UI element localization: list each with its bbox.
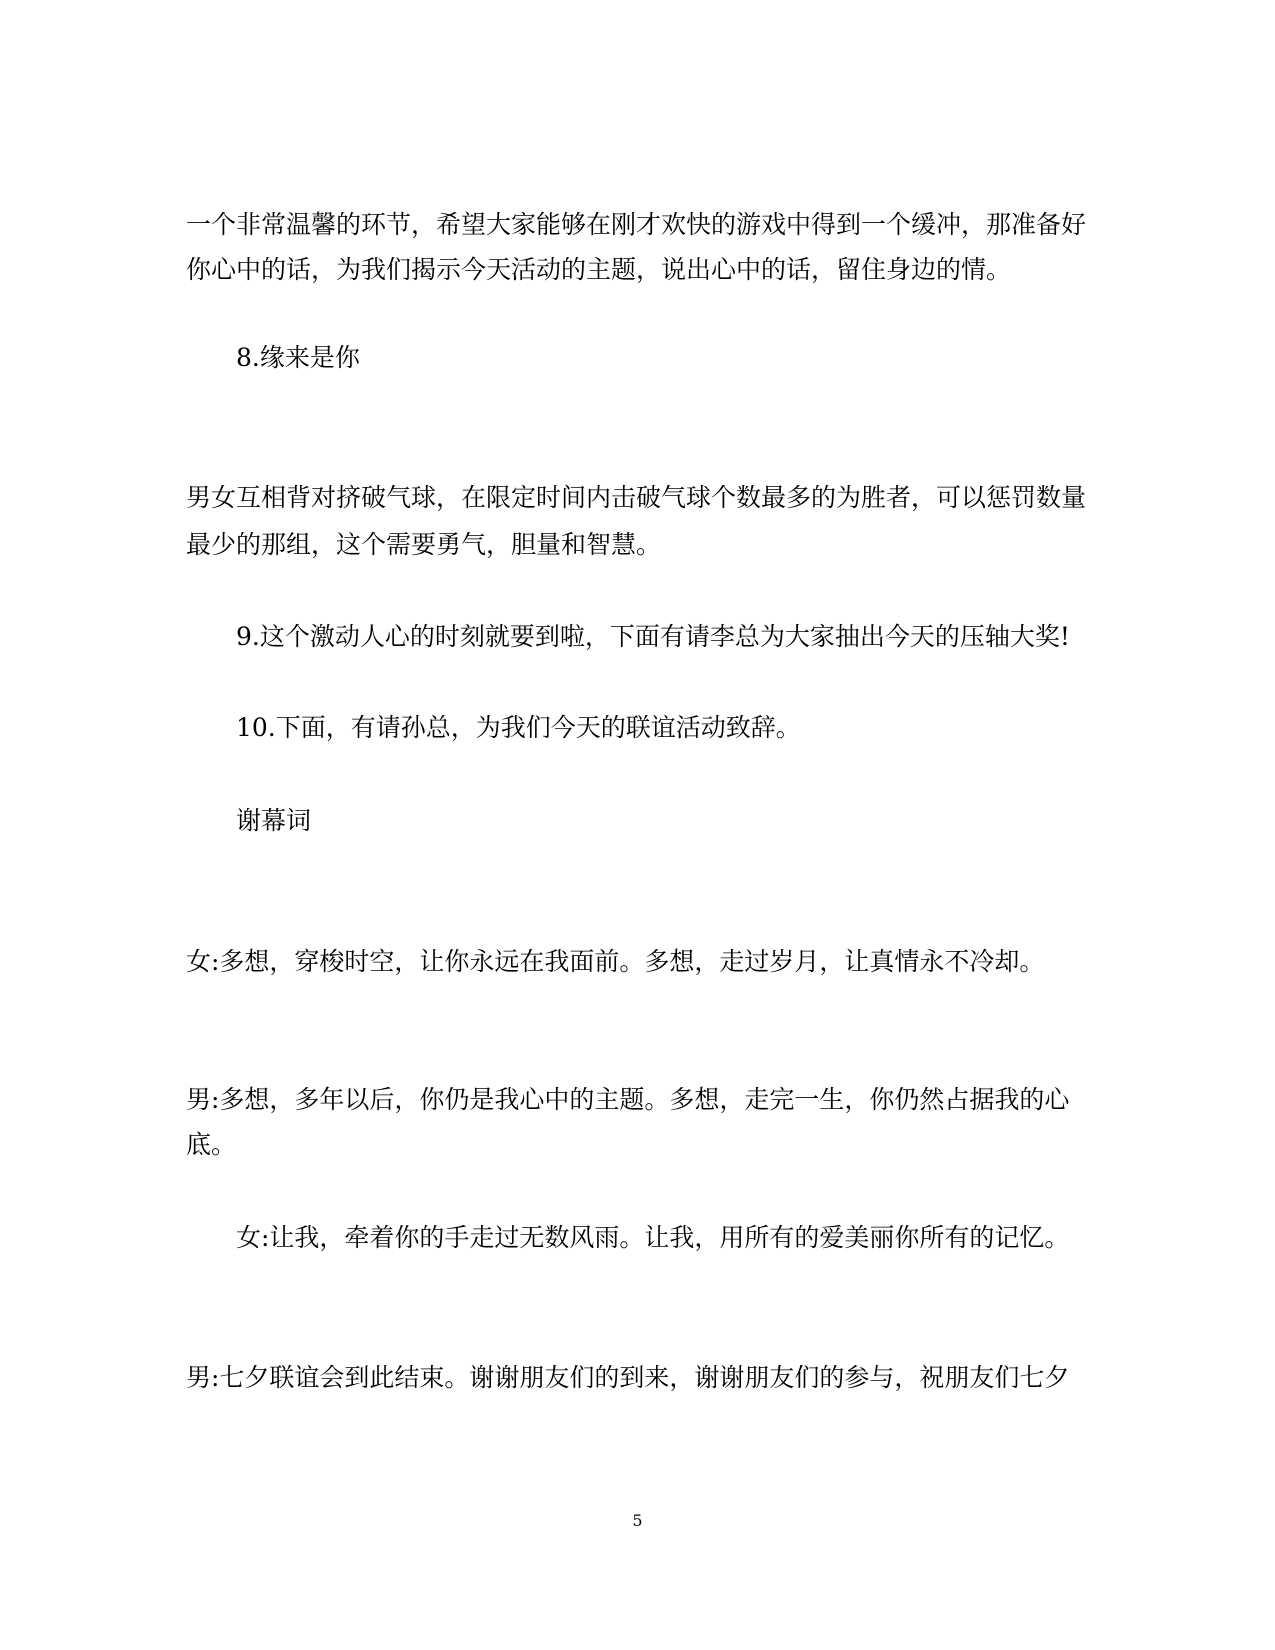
paragraph-line: 男:七夕联谊会到此结束。谢谢朋友们的到来，谢谢朋友们的参与，祝朋友们七夕: [186, 1363, 1070, 1392]
page-number: 5: [632, 1511, 643, 1530]
paragraph-line: 男女互相背对挤破气球，在限定时间内击破气球个数最多的为胜者，可以惩罚数量: [186, 483, 1087, 512]
paragraph-line: 一个非常温馨的环节，希望大家能够在刚才欢快的游戏中得到一个缓冲，那准备好: [186, 210, 1087, 239]
paragraph-line: 女:多想，穿梭时空，让你永远在我面前。多想，走过岁月，让真情永不冷却。: [186, 947, 1045, 976]
paragraph-line: 底。: [186, 1130, 237, 1159]
paragraph-line: 男:多想，多年以后，你仍是我心中的主题。多想，走完一生，你仍然占据我的心: [186, 1085, 1070, 1114]
paragraph-line: 女:让我，牵着你的手走过无数风雨。让我，用所有的爱美丽你所有的记忆。: [236, 1223, 1070, 1252]
paragraph-line: 最少的那组，这个需要勇气，胆量和智慧。: [186, 530, 662, 559]
section-heading: 8.缘来是你: [236, 343, 360, 372]
paragraph-line: 10.下面，有请孙总，为我们今天的联谊活动致辞。: [236, 713, 801, 742]
paragraph-line: 你心中的话，为我们揭示今天活动的主题，说出心中的话，留住身边的情。: [186, 255, 1012, 284]
section-heading: 谢幕词: [236, 806, 312, 835]
paragraph-line: 9.这个激动人心的时刻就要到啦，下面有请李总为大家抽出今天的压轴大奖!: [236, 622, 1070, 651]
